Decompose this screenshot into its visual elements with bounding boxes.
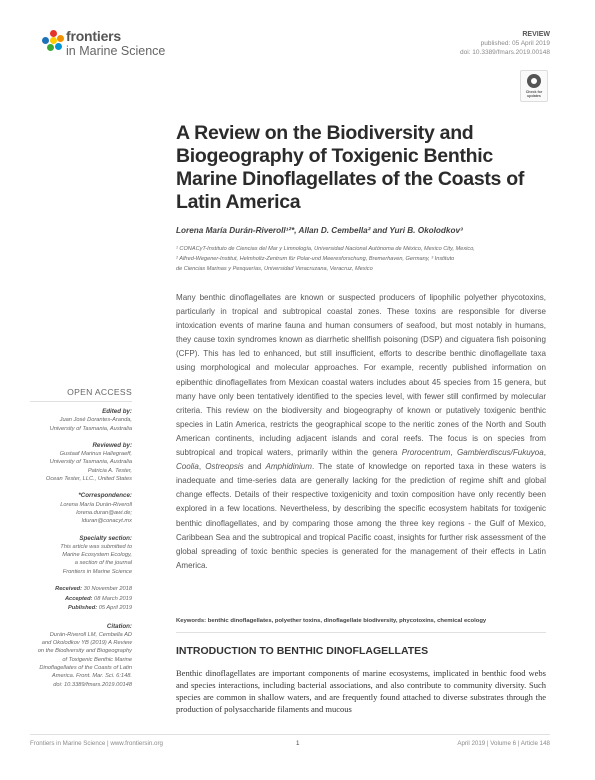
article-type: REVIEW	[522, 31, 550, 38]
citation-line: and Okolodkov YB (2019) A Review	[41, 640, 132, 647]
page-number: 1	[296, 740, 300, 747]
article-title: A Review on the Biodiversity and Biogeography of Toxigenic Benthic Marine Dinoflagellates of the Coasts of Latin America	[176, 122, 525, 213]
correspondent-email[interactable]: lorena.duran@awi.de;	[76, 509, 132, 516]
citation-label: Citation:	[106, 622, 132, 630]
keywords-label: Keywords:	[176, 618, 207, 624]
specialty-line: Frontiers in Marine Science	[62, 568, 132, 575]
genus-name: Amphidinium	[265, 462, 312, 472]
affiliation-line: de Ciencias Marinas y Pesquerías, Universidad Veracruzana, Veracruz, Mexico	[176, 266, 373, 272]
accepted-date: 08 March 2019	[94, 595, 132, 602]
reviewed-by-label: Reviewed by:	[92, 441, 132, 449]
frontiers-logo-icon	[42, 30, 64, 52]
genus-name: Gambierdiscus/Fukuyoa	[456, 448, 544, 458]
edited-by	[30, 408, 132, 433]
citation-line: Durán-Riveroll LM, Cembella AD	[49, 631, 132, 638]
genus-name: Ostreopsis	[205, 462, 244, 472]
reviewed-by	[30, 442, 132, 483]
citation-doi[interactable]: doi: 10.3389/fmars.2019.00148	[53, 681, 132, 688]
journal-logo	[42, 28, 202, 68]
received-label: Received:	[55, 586, 83, 593]
citation-line: of Toxigenic Benthic Marine	[62, 656, 132, 663]
editor-affiliation: University of Tasmania, Australia	[49, 425, 132, 432]
received-date: 30 November 2018	[83, 586, 132, 593]
badge-text: Check for updates	[525, 90, 543, 98]
abstract: Many benthic dinoflagellates are known or suspected producers of lipophilic polyether phycotoxins, particularly in tropical and subtropical coastal zones. These toxins are responsible for diverse intoxication events of marine fauna and human consumers of seafood, but most notably in humans, they cause toxin syndromes known as diarrhetic shellfish poisoning (DSP) and ciguatera fish poisoning (CFP). This has led to enhanced, but still insufficient, efforts to describe benthic dinoflagellate taxa using morphological and molecular approaches. For example, recently published information on epibenthic dinoflagellates from Mexican coastal waters includes about 45 species from 15 genera, but many have only been tentatively identified to the species level, with fewer still confirmed by molecular criteria. This review on the biodiversity and biogeography of known or putatively toxigenic benthic species in Latin America, restricts the geographical scope to the neritic zones of the North and South American continents, including adjacent islands and coral reefs. The focus is on species from subtropical and tropical waters, primarily within the genera Prorocentrum, Gambierdiscus/Fukuyoa, Coolia, Ostreopsis and Amphidinium. The state of knowledge on reported taxa in these waters is inadequate and time-series data are generally lacking for the prediction of regime shift and global change effects. Details of their respective toxigenicity and toxin composition have only recently been explored in a few locations. Nevertheless, by describing the specific ecosystem habitats for toxigenic benthic dinoflagellates, and by comparing those among the three key regions - the Gulf of Mexico, Caribbean Sea and the subtropical and tropical Pacific coast, insights for further risk assessment of the global spreading of toxic benthic species is generated for the management of their effects in Latin America.	[176, 293, 546, 570]
correspondence	[30, 492, 132, 525]
genus-name: Prorocentrum	[401, 448, 451, 458]
specialty-line: Marine Ecosystem Ecology,	[62, 552, 132, 559]
edited-by-label: Edited by:	[102, 408, 132, 415]
footer-issue: April 2019 | Volume 6 | Article 148	[457, 740, 550, 747]
reviewer-affiliation: Ocean Tester, LLC., United States	[45, 476, 132, 483]
article-sidebar	[30, 408, 132, 698]
section-heading: INTRODUCTION TO BENTHIC DINOFLAGELLATES	[176, 645, 429, 657]
published-date: 05 April 2019	[98, 605, 132, 612]
intro-paragraph: Benthic dinoflagellates are important components of marine ecosystems, implicated in benthic food webs and species interactions, including bacterial associations, and also contribute to community diversity. Such species are common in shallow waters, and are frequently found attached to diverse substrates through the production of polysaccharide filaments and mucous	[176, 668, 546, 715]
affiliation-line: ² Alfred-Wegener-Institut, Helmholtz-Zentrum für Polar-und Meeresforschung, Bremerhaven, Germany, ³ Instituto	[176, 256, 455, 262]
correspondence-label: *Correspondence:	[78, 492, 132, 500]
specialty-section	[30, 535, 132, 576]
keywords-list: benthic dinoflagellates, polyether toxins, dinoflagellate biodiversity, phycotoxins, chemical ecology	[207, 618, 487, 624]
accepted-label: Accepted:	[64, 595, 93, 602]
specialty-label: Specialty section:	[79, 534, 132, 542]
correspondent-name: Lorena María Durán-Riveroll	[60, 501, 132, 508]
journal-name: in Marine Science	[66, 44, 166, 58]
article-meta	[460, 30, 550, 57]
affiliation-line: ¹ CONACyT-Instituto de Ciencias del Mar y Limnología, Universidad Nacional Autónoma de México, Mexico City, Mexico,	[176, 246, 475, 252]
reviewer-affiliation: University of Tasmania, Australia	[49, 459, 132, 466]
doi-link[interactable]: doi: 10.3389/fmars.2019.00148	[460, 49, 550, 56]
genus-name: Coolia	[176, 462, 199, 472]
editor-name: Juan José Dorantes-Aranda,	[59, 417, 132, 424]
citation-line: America. Front. Mar. Sci. 6:148.	[51, 673, 132, 680]
abstract-text: . The state of knowledge on reported taxa in these waters is inadequate and time-series data are generally lacking for the prediction of regime shift and global change effects. Details of their respective toxigenicity and toxin composition have only recently been explored in a few locations. Nevertheless, by describing the specific ecosystem habitats for toxigenic benthic dinoflagellates, and by comparing those among the three key regions - the Gulf of Mexico, Caribbean Sea and the subtropical and tropical Pacific coast, insights for further risk assessment of the global spreading of toxic benthic species is generated for the management of their effects in Latin America.	[176, 462, 546, 570]
specialty-line: a section of the journal	[74, 560, 132, 567]
open-access-label: OPEN ACCESS	[67, 387, 132, 397]
divider	[30, 401, 132, 402]
citation	[30, 623, 132, 689]
reviewer-name: Patricia A. Tester,	[87, 467, 132, 474]
author-list: Lorena María Durán-Riveroll¹²*, Allan D. Cembella² and Yuri B. Okolodkov³	[176, 226, 463, 235]
specialty-line: This article was submitted to	[60, 543, 132, 550]
update-icon	[527, 74, 541, 88]
footer-journal[interactable]: Frontiers in Marine Science | www.frontiersin.org	[30, 740, 163, 747]
logo-name: frontiers	[66, 28, 121, 44]
check-for-updates-badge[interactable]	[520, 70, 548, 102]
published-date: published: 05 April 2019	[480, 40, 550, 47]
published-label: Published:	[68, 605, 98, 612]
affiliations	[176, 244, 556, 274]
citation-line: on the Biodiversity and Biogeography	[37, 648, 132, 655]
correspondent-email[interactable]: lduran@conacyt.mx	[81, 518, 132, 525]
divider	[30, 734, 550, 735]
abstract-text: Many benthic dinoflagellates are known or suspected producers of lipophilic polyether phycotoxins, particularly in tropical and subtropical coastal zones. These toxins are responsible for diverse intoxication events of marine fauna and human consumers of seafood, but most notably in humans, they cause toxin syndromes known as diarrhetic shellfish poisoning (DSP) and ciguatera fish poisoning (CFP). This has led to enhanced, but still insufficient, efforts to describe benthic dinoflagellate taxa using morphological and molecular approaches. For example, recently published information on epibenthic dinoflagellates from Mexican coastal waters includes about 45 species from 15 genera, but many have only been tentatively identified to the species level, with fewer still confirmed by molecular criteria. This review on the biodiversity and biogeography of known or putatively toxigenic benthic species in Latin America, restricts the geographical scope to the neritic zones of the North and South American continents, including adjacent islands and coral reefs. The focus is on species from subtropical and tropical waters, primarily within the genera	[176, 293, 546, 458]
keywords	[176, 618, 546, 624]
divider	[176, 632, 546, 633]
reviewer-name: Gustaaf Marinus Hallegraeff,	[59, 451, 132, 458]
dates	[30, 585, 132, 614]
citation-line: Dinoflagellates of the Coasts of Latin	[39, 665, 132, 672]
